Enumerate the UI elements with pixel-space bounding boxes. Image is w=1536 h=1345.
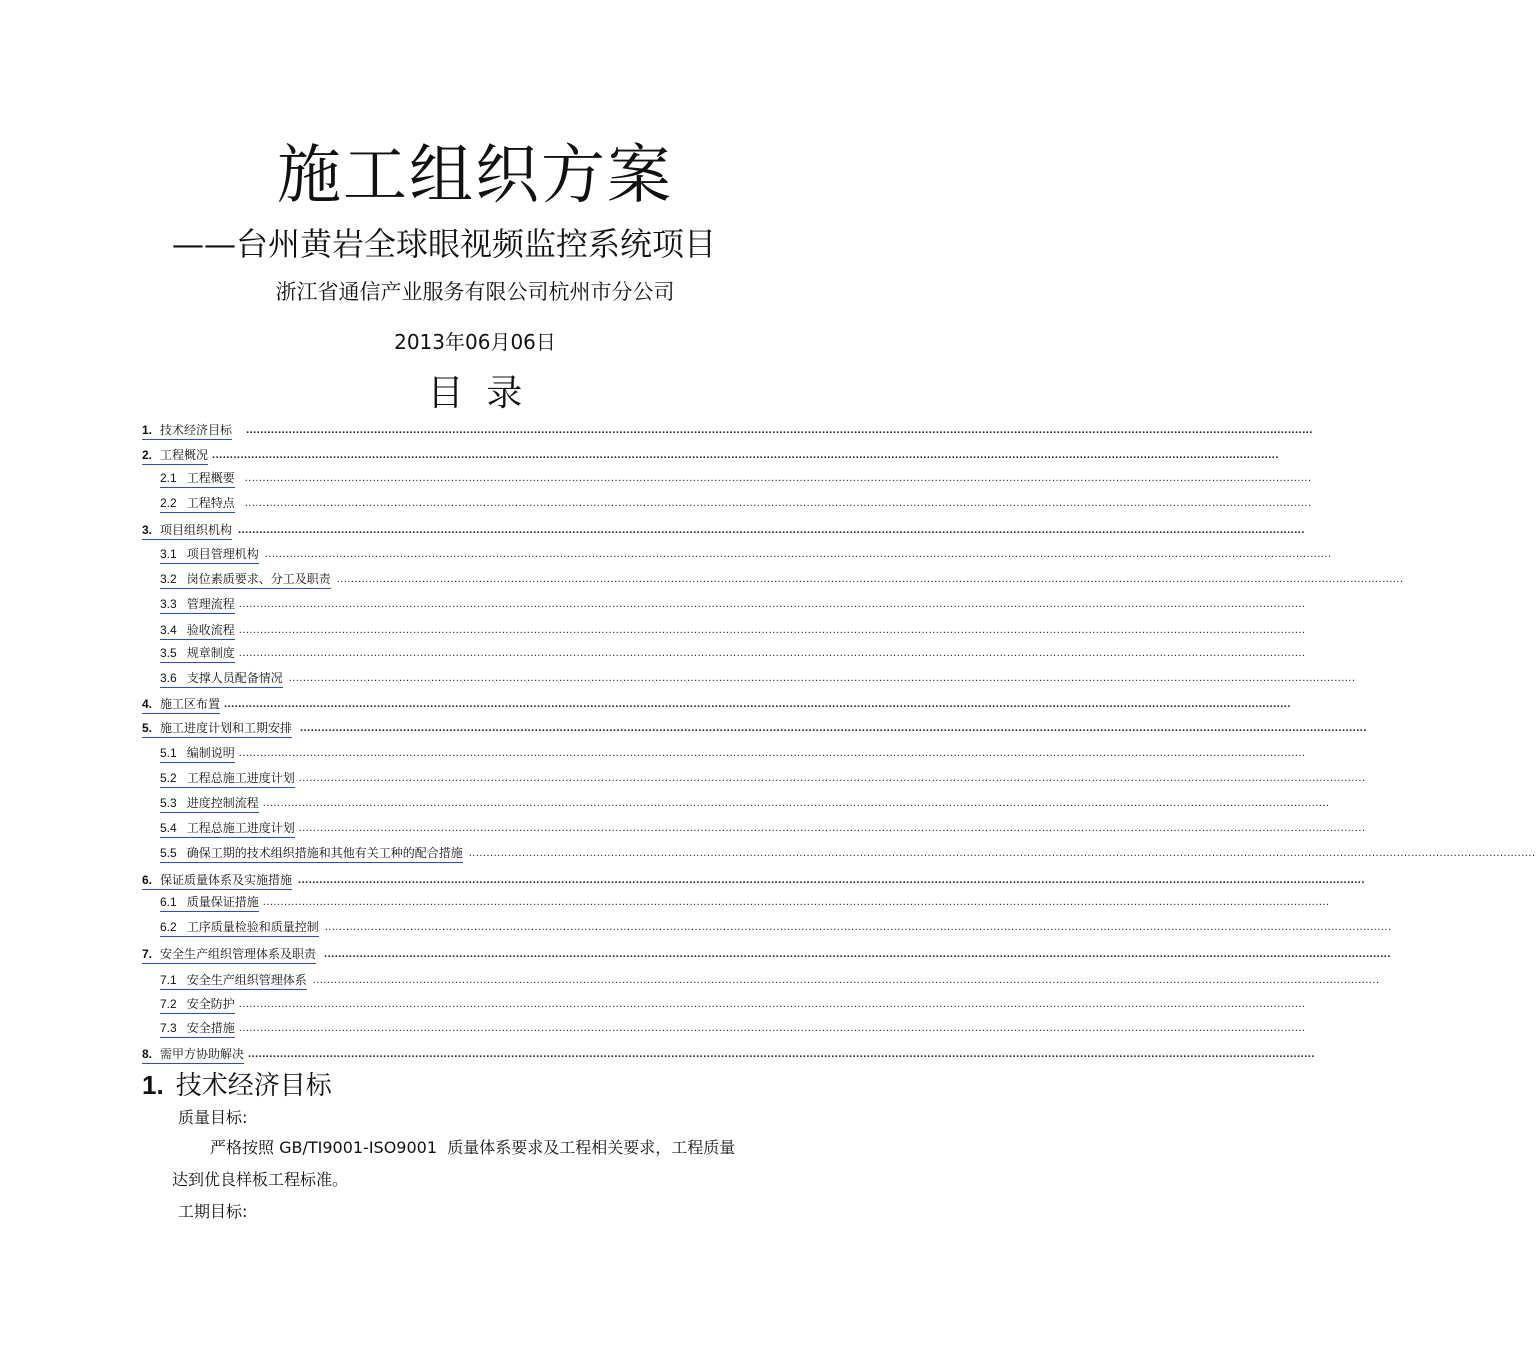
toc-entry-label: 工序质量检验和质量控制 xyxy=(186,920,319,934)
toc-entry-link[interactable] xyxy=(160,818,295,838)
toc-leader-dots: ............................................................................................................................................................................................................................................................................................................ xyxy=(468,847,1536,859)
toc-leader-dots: ............................................................................................................................................................................................................................................................................................................ xyxy=(238,747,1306,759)
toc-entry-number: 3.1 xyxy=(160,547,177,561)
toc-entry-label: 进度控制流程 xyxy=(186,796,259,810)
toc-leader-dots: ............................................................................................................................................................................................................................................................................................................ xyxy=(262,896,1330,908)
toc-entry[interactable] xyxy=(160,1018,1306,1038)
toc-entry-number: 5.2 xyxy=(160,771,177,785)
toc-entry-label: 编制说明 xyxy=(186,746,235,760)
toc-entry-number: 3.3 xyxy=(160,597,177,611)
toc-entry-label: 需甲方协助解决 xyxy=(160,1047,245,1061)
quality-target-text-cont: 达到优良样板工程标准。 xyxy=(172,1170,349,1189)
toc-entry[interactable] xyxy=(160,970,1380,990)
toc-entry-link[interactable] xyxy=(160,892,259,912)
quality-target-text: 严格按照 GB/TI9001-ISO9001 质量体系要求及工程相关要求，工程质量 xyxy=(210,1138,736,1157)
toc-entry-label: 支撑人员配备情况 xyxy=(186,671,283,685)
toc-entry-label: 施工进度计划和工期安排 xyxy=(160,721,293,735)
quality-target-label: 质量目标: xyxy=(178,1108,248,1127)
toc-entry[interactable] xyxy=(142,944,1391,964)
document-date: 2013年06月06日 xyxy=(394,330,556,354)
toc-entry[interactable] xyxy=(160,668,1356,688)
toc-entry-number: 2.2 xyxy=(160,496,177,510)
toc-entry-number: 5.4 xyxy=(160,821,177,835)
toc-entry[interactable] xyxy=(160,544,1332,564)
toc-entry-number: 5.3 xyxy=(160,796,177,810)
toc-entry-link[interactable] xyxy=(142,718,292,738)
toc-entry[interactable] xyxy=(160,620,1306,640)
toc-entry-link[interactable] xyxy=(160,493,235,513)
toc-leader-dots: ............................................................................................................................................................................................................................................................................................................ xyxy=(238,998,1306,1010)
document-subtitle: ——台州黄岩全球眼视频监控系统项目 xyxy=(172,225,717,263)
toc-entry-number: 3.6 xyxy=(160,671,177,685)
section-1-title: 技术经济目标 xyxy=(175,1071,332,1101)
toc-entry-number: 1. xyxy=(142,423,153,437)
toc-entry-label: 工程概要 xyxy=(186,471,235,485)
toc-entry[interactable] xyxy=(142,694,1291,714)
toc-entry[interactable] xyxy=(160,569,1404,589)
toc-entry-link[interactable] xyxy=(160,768,295,788)
toc-entry-link[interactable] xyxy=(160,994,235,1014)
toc-entry-link[interactable] xyxy=(160,468,235,488)
toc-leader-dots: ............................................................................................................................................................................................................................................................................................................ xyxy=(262,797,1330,809)
toc-leader-dots: ............................................................................................................................................................................................................................................................................................................ xyxy=(248,1048,1315,1060)
toc-entry-label: 安全生产组织管理体系及职责 xyxy=(160,947,317,961)
toc-entry[interactable] xyxy=(142,520,1305,540)
toc-leader-dots: ............................................................................................................................................................................................................................................................................................................ xyxy=(300,722,1367,734)
toc-entry-number: 7.2 xyxy=(160,997,177,1011)
toc-entry-number: 3.2 xyxy=(160,572,177,586)
toc-entry-number: 7.1 xyxy=(160,973,177,987)
toc-entry[interactable] xyxy=(142,420,1313,440)
toc-entry[interactable] xyxy=(142,870,1365,890)
toc-entry-number: 3. xyxy=(142,523,153,537)
toc-entry-label: 验收流程 xyxy=(186,623,235,637)
toc-entry[interactable] xyxy=(160,818,1366,838)
toc-entry-number: 3.4 xyxy=(160,623,177,637)
toc-entry[interactable] xyxy=(160,493,1312,513)
toc-entry[interactable] xyxy=(160,743,1306,763)
toc-leader-dots: ............................................................................................................................................................................................................................................................................................................ xyxy=(288,672,1356,684)
toc-entry-link[interactable] xyxy=(160,620,235,640)
toc-entry-link[interactable] xyxy=(142,420,232,440)
toc-entry[interactable] xyxy=(160,843,1536,863)
toc-entry[interactable] xyxy=(160,594,1306,614)
toc-leader-dots: ............................................................................................................................................................................................................................................................................................................ xyxy=(244,497,1312,509)
toc-leader-dots: ............................................................................................................................................................................................................................................................................................................ xyxy=(324,921,1392,933)
schedule-target-label: 工期目标: xyxy=(178,1202,248,1221)
toc-leader-dots: ............................................................................................................................................................................................................................................................................................................ xyxy=(324,948,1391,960)
toc-entry-label: 工程概况 xyxy=(160,448,209,462)
toc-leader-dots: ............................................................................................................................................................................................................................................................................................................ xyxy=(238,598,1306,610)
toc-leader-dots: ............................................................................................................................................................................................................................................................................................................ xyxy=(336,573,1404,585)
toc-entry-link[interactable] xyxy=(160,594,235,614)
toc-entry-link[interactable] xyxy=(160,569,331,589)
toc-entry-label: 规章制度 xyxy=(186,646,235,660)
toc-entry-label: 质量保证措施 xyxy=(186,895,259,909)
toc-entry-label: 保证质量体系及实施措施 xyxy=(160,873,293,887)
toc-leader-dots: ............................................................................................................................................................................................................................................................................................................ xyxy=(298,874,1365,886)
toc-entry-link[interactable] xyxy=(160,668,283,688)
toc-entry-link[interactable] xyxy=(160,643,235,663)
toc-leader-dots: ............................................................................................................................................................................................................................................................................................................ xyxy=(238,647,1306,659)
toc-entry[interactable] xyxy=(160,643,1306,663)
toc-leader-dots: ............................................................................................................................................................................................................................................................................................................ xyxy=(238,624,1306,636)
toc-entry-label: 确保工期的技术组织措施和其他有关工种的配合措施 xyxy=(186,846,463,860)
toc-entry-link[interactable] xyxy=(142,1044,244,1064)
toc-leader-dots: ............................................................................................................................................................................................................................................................................................................ xyxy=(298,772,1366,784)
toc-entry[interactable] xyxy=(142,445,1279,465)
toc-entry-number: 8. xyxy=(142,1047,153,1061)
toc-entry[interactable] xyxy=(160,994,1306,1014)
toc-entry-number: 2. xyxy=(142,448,153,462)
toc-entry-number: 6.1 xyxy=(160,895,177,909)
toc-entry[interactable] xyxy=(160,892,1330,912)
toc-leader-dots: ............................................................................................................................................................................................................................................................................................................ xyxy=(246,424,1313,436)
toc-entry-link[interactable] xyxy=(160,743,235,763)
section-1-heading xyxy=(142,1068,332,1103)
toc-entry-link[interactable] xyxy=(142,445,208,465)
toc-entry-link[interactable] xyxy=(160,843,463,863)
section-1-number: 1. xyxy=(142,1070,164,1100)
toc-entry[interactable] xyxy=(160,768,1366,788)
toc-leader-dots: ............................................................................................................................................................................................................................................................................................................ xyxy=(244,472,1312,484)
toc-entry-link[interactable] xyxy=(142,870,292,890)
toc-entry[interactable] xyxy=(160,917,1392,937)
toc-entry-link[interactable] xyxy=(160,544,259,564)
toc-entry-label: 工程总施工进度计划 xyxy=(186,771,295,785)
toc-entry-label: 项目管理机构 xyxy=(186,547,259,561)
toc-entry-label: 项目组织机构 xyxy=(160,523,233,537)
toc-entry-number: 5.1 xyxy=(160,746,177,760)
toc-leader-dots: ............................................................................................................................................................................................................................................................................................................ xyxy=(238,524,1305,536)
toc-entry-label: 工程特点 xyxy=(186,496,235,510)
toc-entry-link[interactable] xyxy=(142,944,316,964)
toc-entry[interactable] xyxy=(160,793,1330,813)
toc-leader-dots: ............................................................................................................................................................................................................................................................................................................ xyxy=(298,822,1366,834)
toc-entry-link[interactable] xyxy=(142,694,220,714)
toc-leader-dots: ............................................................................................................................................................................................................................................................................................................ xyxy=(264,548,1332,560)
toc-entry[interactable] xyxy=(142,718,1367,738)
toc-entry-link[interactable] xyxy=(142,520,232,540)
toc-leader-dots: ............................................................................................................................................................................................................................................................................................................ xyxy=(212,449,1279,461)
toc-entry-number: 6. xyxy=(142,873,153,887)
toc-entry-number: 2.1 xyxy=(160,471,177,485)
toc-entry-label: 工程总施工进度计划 xyxy=(186,821,295,835)
toc-entry-number: 4. xyxy=(142,697,153,711)
toc-entry-label: 安全措施 xyxy=(186,1021,235,1035)
toc-entry-link[interactable] xyxy=(160,1018,235,1038)
toc-entry[interactable] xyxy=(142,1044,1315,1064)
toc-entry-label: 管理流程 xyxy=(186,597,235,611)
toc-entry-number: 7.3 xyxy=(160,1021,177,1035)
toc-entry-label: 施工区布置 xyxy=(160,697,221,711)
toc-entry-number: 6.2 xyxy=(160,920,177,934)
toc-entry-label: 岗位素质要求、分工及职责 xyxy=(186,572,331,586)
toc-entry-number: 7. xyxy=(142,947,153,961)
toc-entry-number: 5. xyxy=(142,721,153,735)
toc-entry-label: 技术经济目标 xyxy=(160,423,233,437)
toc-entry-link[interactable] xyxy=(160,793,259,813)
toc-entry[interactable] xyxy=(160,468,1312,488)
toc-entry-label: 安全防护 xyxy=(186,997,235,1011)
toc-entry-number: 5.5 xyxy=(160,846,177,860)
toc-entry-link[interactable] xyxy=(160,970,307,990)
toc-leader-dots: ............................................................................................................................................................................................................................................................................................................ xyxy=(224,698,1291,710)
toc-entry-label: 安全生产组织管理体系 xyxy=(186,973,307,987)
document-title: 施工组织方案 xyxy=(277,139,673,213)
company-name: 浙江省通信产业服务有限公司杭州市分公司 xyxy=(275,280,675,304)
toc-leader-dots: ............................................................................................................................................................................................................................................................................................................ xyxy=(238,1022,1306,1034)
toc-entry-link[interactable] xyxy=(160,917,319,937)
toc-leader-dots: ............................................................................................................................................................................................................................................................................................................ xyxy=(312,974,1380,986)
toc-entry-number: 3.5 xyxy=(160,646,177,660)
toc-heading: 目 录 xyxy=(427,373,523,414)
